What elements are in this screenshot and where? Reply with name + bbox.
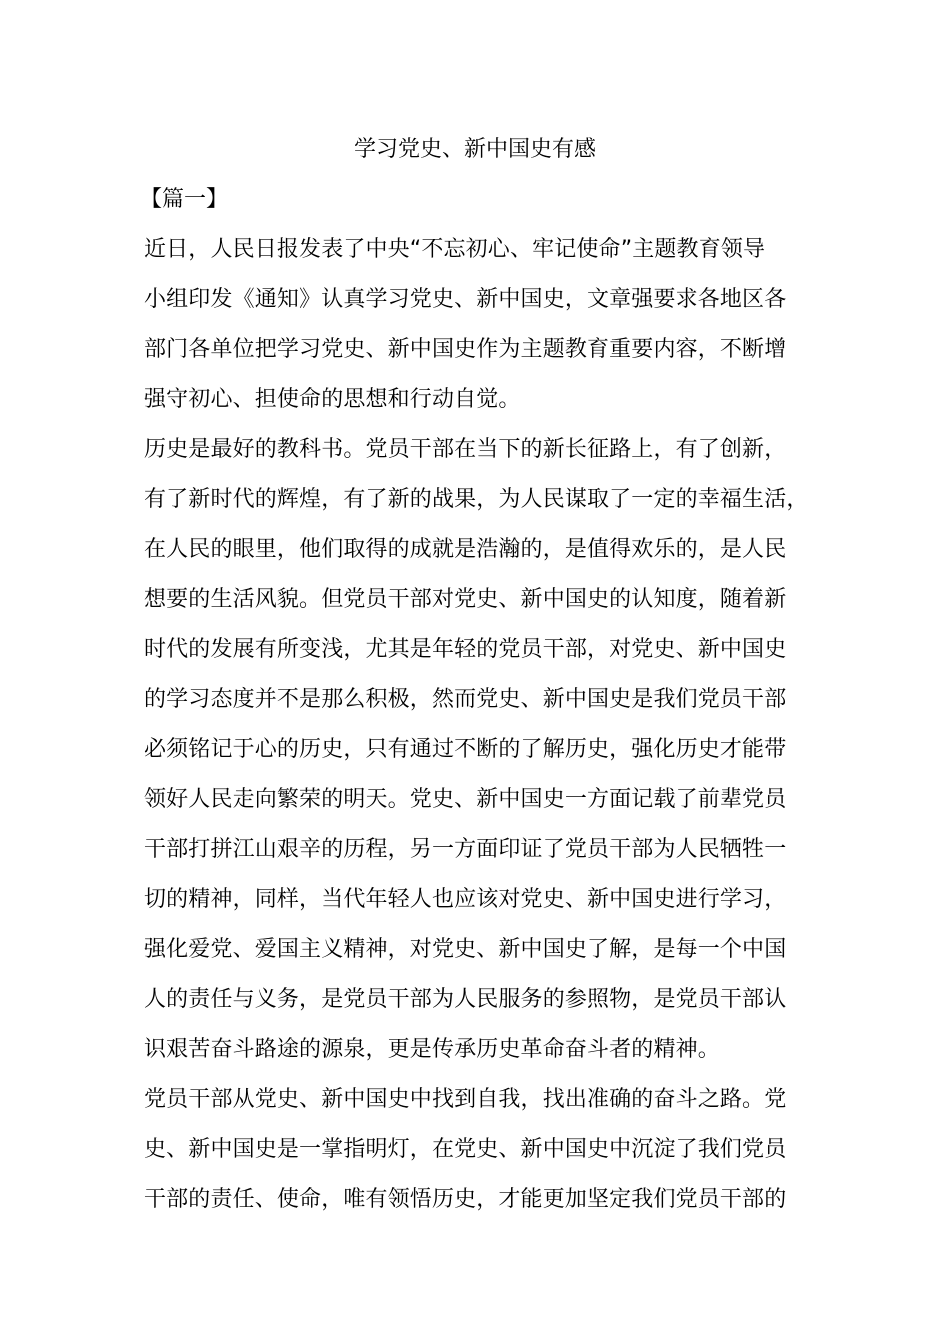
text-line: 在人民的眼里，他们取得的成就是浩瀚的，是值得欢乐的，是人民: [144, 537, 787, 562]
text-line: 必须铭记于心的历史，只有通过不断的了解历史，强化历史才能带: [144, 737, 787, 762]
text-line: 强守初心、担使命的思想和行动自觉。: [144, 387, 521, 412]
text-line: 想要的生活风貌。但党员干部对党史、新中国史的认知度，随着新: [144, 587, 787, 612]
text-line: 小组印发《通知》认真学习党史、新中国史，文章强要求各地区各: [144, 287, 787, 312]
text-line: 历史是最好的教科书。党员干部在当下的新长征路上，有了创新，: [144, 437, 787, 462]
text-line: 识艰苦奋斗路途的源泉，更是传承历史革命奋斗者的精神。: [144, 1037, 720, 1062]
text-line: 的学习态度并不是那么积极，然而党史、新中国史是我们党员干部: [144, 687, 787, 712]
text-line: 干部的责任、使命，唯有领悟历史，才能更加坚定我们党员干部的: [144, 1187, 787, 1212]
text-line: 史、新中国史是一掌指明灯，在党史、新中国史中沉淀了我们党员: [144, 1137, 787, 1162]
text-line: 人的责任与义务，是党员干部为人民服务的参照物，是党员干部认: [144, 987, 787, 1012]
text-line: 干部打拼江山艰辛的历程，另一方面印证了党员干部为人民牺牲一: [144, 837, 787, 862]
text-line: 党员干部从党史、新中国史中找到自我，找出准确的奋斗之路。党: [144, 1087, 787, 1112]
document-title: 学习党史、新中国史有感: [353, 137, 596, 162]
text-line: 时代的发展有所变浅，尤其是年轻的党员干部，对党史、新中国史: [144, 637, 787, 662]
text-line: 部门各单位把学习党史、新中国史作为主题教育重要内容，不断增: [144, 337, 787, 362]
section-heading: 【篇一】: [140, 187, 229, 212]
text-line: 领好人民走向繁荣的明天。党史、新中国史一方面记载了前辈党员: [144, 787, 787, 812]
text-line: 强化爱党、爱国主义精神，对党史、新中国史了解，是每一个中国: [144, 937, 787, 962]
text-line: 切的精神，同样，当代年轻人也应该对党史、新中国史进行学习，: [144, 887, 787, 912]
text-line: 有了新时代的辉煌，有了新的战果，为人民谋取了一定的幸福生活，: [144, 487, 809, 512]
text-line: 近日，人民日报发表了中央“不忘初心、牢记使命”主题教育领导: [144, 237, 766, 262]
